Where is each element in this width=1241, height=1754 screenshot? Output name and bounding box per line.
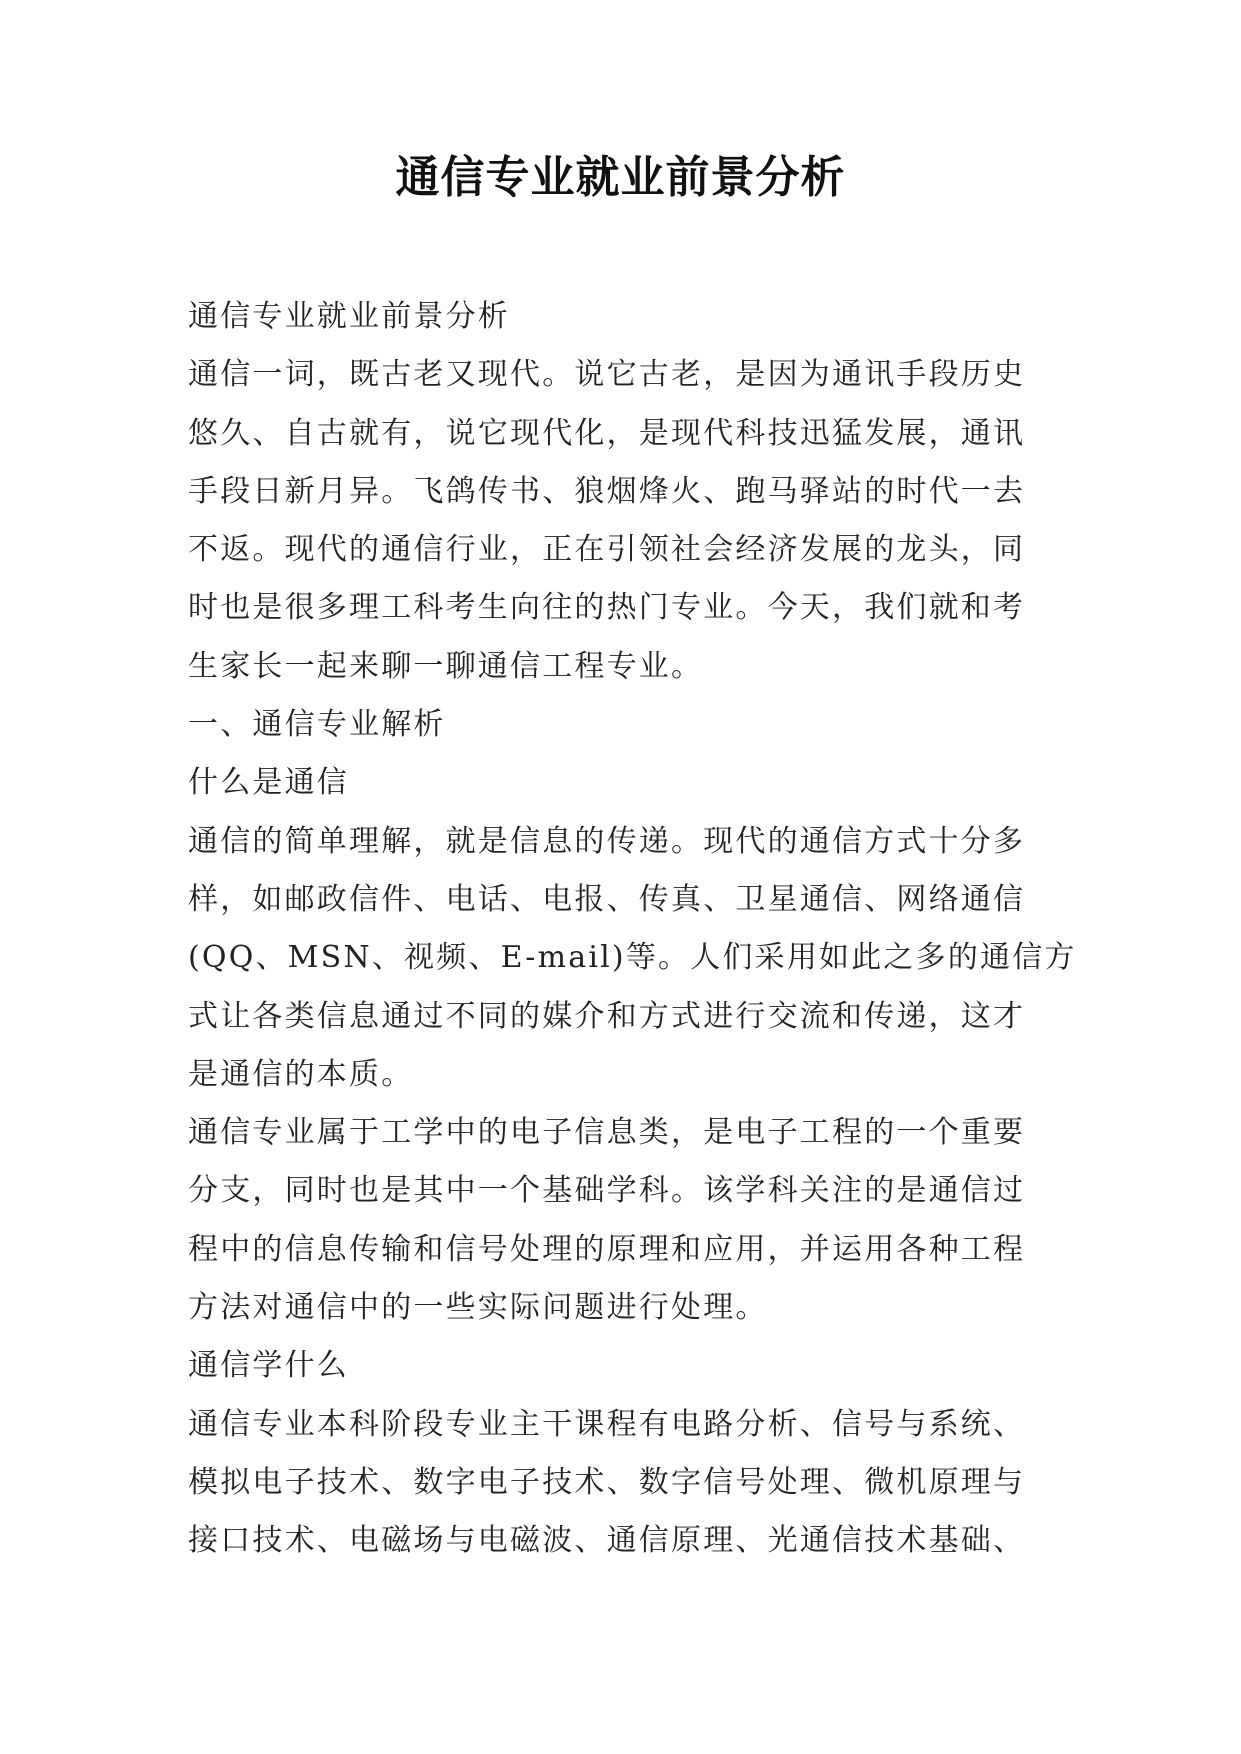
paragraph-line: 式让各类信息通过不同的媒介和方式进行交流和传递，这才 [188, 998, 1026, 1034]
paragraph-line: 通信的简单理解，就是信息的传递。现代的通信方式十分多 [188, 823, 1026, 859]
paragraph-line: 时也是很多理工科考生向往的热门专业。今天，我们就和考 [188, 590, 1026, 626]
paragraph-line: 生家长一起来聊一聊通信工程专业。 [188, 648, 704, 684]
paragraph-line: (QQ、MSN、视频、E-mail)等。人们采用如此之多的通信方 [188, 940, 1077, 976]
paragraph-line: 手段日新月异。飞鸽传书、狼烟烽火、跑马驿站的时代一去 [188, 473, 1026, 509]
subsection-heading: 通信学什么 [188, 1348, 349, 1384]
paragraph-line: 程中的信息传输和信号处理的原理和应用，并运用各种工程 [188, 1231, 1026, 1267]
paragraph-line: 不返。现代的通信行业，正在引领社会经济发展的龙头，同 [188, 532, 1026, 568]
paragraph-line: 方法对通信中的一些实际问题进行处理。 [188, 1290, 768, 1326]
paragraph-line: 通信专业属于工学中的电子信息类，是电子工程的一个重要 [188, 1115, 1026, 1151]
paragraph-line: 模拟电子技术、数字电子技术、数字信号处理、微机原理与 [188, 1464, 1026, 1500]
document-body [188, 288, 1077, 1571]
paragraph-line: 分支，同时也是其中一个基础学科。该学科关注的是通信过 [188, 1173, 1026, 1209]
paragraph-line: 是通信的本质。 [188, 1056, 414, 1092]
paragraph-line: 通信一词，既古老又现代。说它古老，是因为通讯手段历史 [188, 357, 1026, 393]
paragraph-line: 样，如邮政信件、电话、电报、传真、卫星通信、网络通信 [188, 881, 1026, 917]
paragraph-line: 接口技术、电磁场与电磁波、通信原理、光通信技术基础、 [188, 1523, 1026, 1559]
subtitle-line: 通信专业就业前景分析 [188, 299, 510, 334]
section-heading: 一、通信专业解析 [188, 707, 446, 743]
paragraph-line: 悠久、自古就有，说它现代化，是现代科技迅猛发展，通讯 [188, 415, 1026, 451]
page-title: 通信专业就业前景分析 [395, 152, 846, 203]
subsection-heading: 什么是通信 [188, 765, 349, 801]
paragraph-line: 通信专业本科阶段专业主干课程有电路分析、信号与系统、 [188, 1406, 1026, 1442]
